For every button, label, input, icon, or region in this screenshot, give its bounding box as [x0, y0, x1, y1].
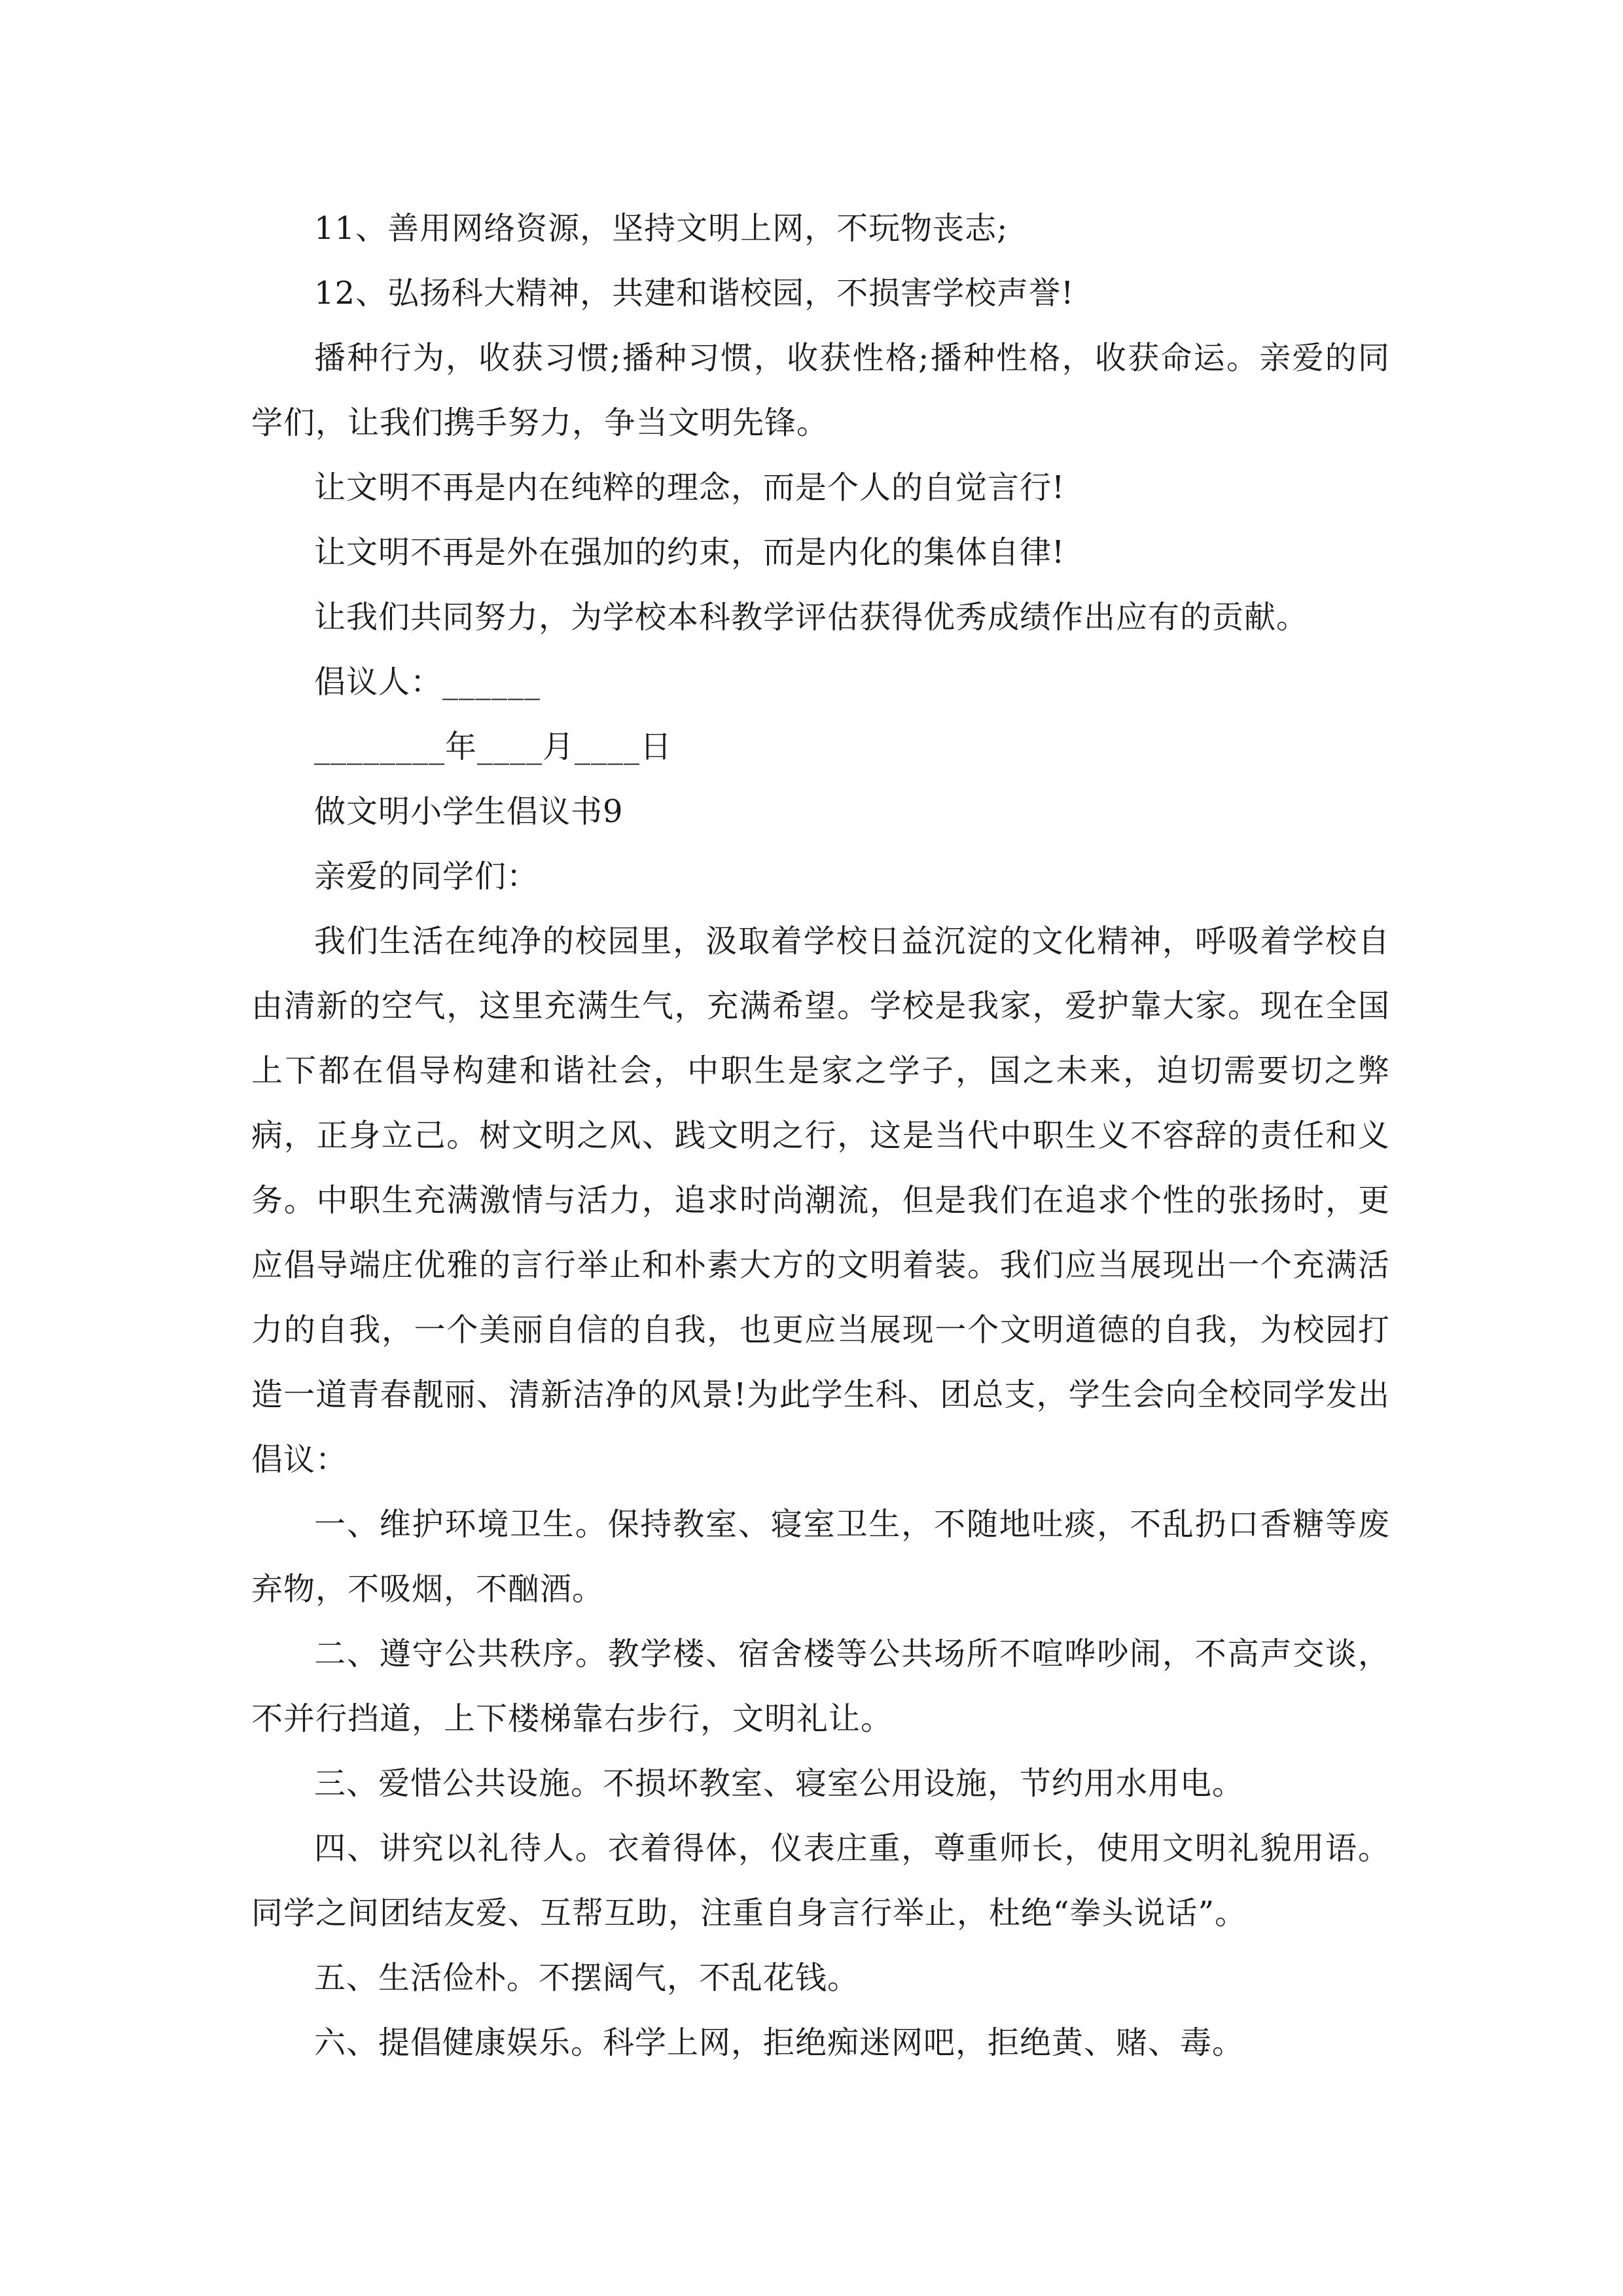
signature-line: 倡议人：______: [314, 664, 541, 700]
paragraph-intro: 我们生活在纯净的校园里，汲取着学校日益沉淀的文化精神，呼吸着学校自由清新的空气，这里充满生气，充满希望。学校是我家，爱护靠大家。现在全国上下都在倡导构建和谐社会，中职生是家之学子，国之未来，迫切需要切之弊病，正身立己。树文明之风、践文明之行，这是当代中职生义不容辞的责任和义务。中职生充满激情与活力，追求时尚潮流，但是我们在追求个性的张扬时，更应倡导端庄优雅的言行举止和朴素大方的文明着装。我们应当展现出一个充满活力的自我，一个美丽自信的自我，也更应当展现一个文明道德的自我，为校园打造一道青春靓丽、清新洁净的风景!为此学生科、团总支，学生会向全校同学发出倡议：: [251, 923, 1390, 1478]
paragraph-point-1: 一、维护环境卫生。保持教室、寝室卫生，不随地吐痰，不乱扔口香糖等废弃物，不吸烟，不酗酒。: [251, 1506, 1390, 1607]
paragraph-habit: 播种行为，收获习惯;播种习惯，收获性格;播种性格，收获命运。亲爱的同学们，让我们携手努力，争当文明先锋。: [251, 340, 1390, 441]
paragraph-item-12: 12、弘扬科大精神，共建和谐校园，不损害学校声誉!: [314, 275, 1075, 312]
paragraph-point-4: 四、讲究以礼待人。衣着得体，仪表庄重，尊重师长，使用文明礼貌用语。同学之间团结友爱、互帮互助，注重自身言行举止，杜绝“拳头说话”。: [251, 1830, 1390, 1931]
paragraph-civility-2: 让文明不再是外在强加的约束，而是内化的集体自律!: [314, 534, 1065, 571]
paragraph-point-5: 五、生活俭朴。不摆阔气，不乱花钱。: [314, 1960, 860, 1996]
paragraph-point-2: 二、遵守公共秩序。教学楼、宿舍楼等公共场所不喧哗吵闹，不高声交谈，不并行挡道，上下楼梯靠右步行，文明礼让。: [251, 1636, 1390, 1737]
paragraph-effort: 让我们共同努力，为学校本科教学评估获得优秀成绩作出应有的贡献。: [314, 599, 1309, 636]
paragraph-point-3: 三、爱惜公共设施。不损坏教室、寝室公用设施，节约用水用电。: [314, 1765, 1245, 1802]
paragraph-item-11: 11、善用网络资源，坚持文明上网，不玩物丧志;: [314, 210, 1008, 247]
salutation: 亲爱的同学们：: [314, 858, 539, 895]
document-body: [251, 196, 1390, 2075]
paragraph-point-6: 六、提倡健康娱乐。科学上网，拒绝痴迷网吧，拒绝黄、赌、毒。: [314, 2024, 1245, 2061]
paragraph-civility-1: 让文明不再是内在纯粹的理念，而是个人的自觉言行!: [314, 469, 1065, 506]
date-line: ________年____月____日: [314, 728, 673, 765]
section-title: 做文明小学生倡议书9: [314, 793, 624, 830]
